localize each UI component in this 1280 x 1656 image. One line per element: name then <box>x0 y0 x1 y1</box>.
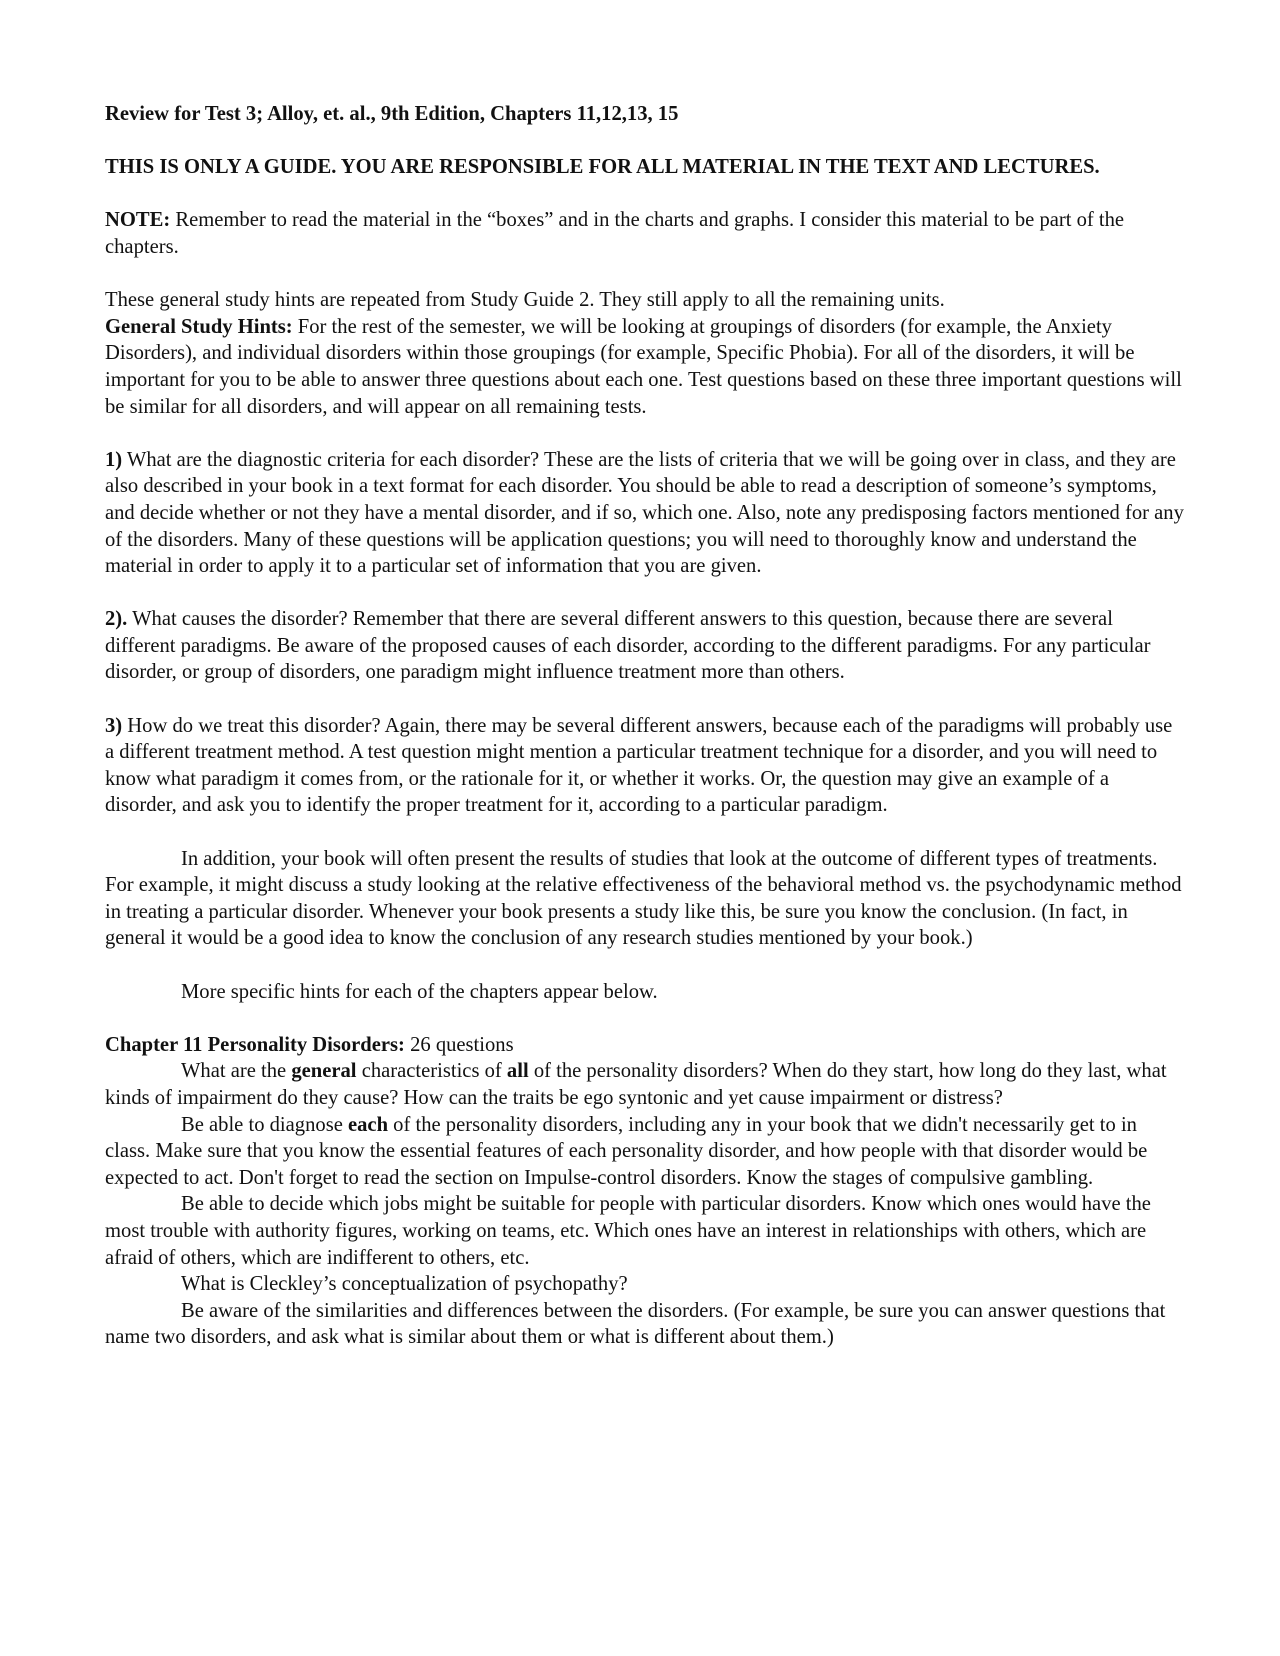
question-3 <box>105 713 1185 819</box>
general-hints-text: For the rest of the semester, we will be looking at groupings of disorders (for example, the Anxiety Disorders), and individual disorders within those groupings (for example, Specific Phobia). For all of the disorders, it will be important for you to be able to answer three questions about each one. Test questions based on these three important questions will be similar for all disorders, and will appear on all remaining tests. <box>105 315 1182 418</box>
question-3-number: 3) <box>105 714 123 737</box>
note-paragraph <box>105 207 1185 260</box>
repeat-line: These general study hints are repeated from Study Guide 2. They still apply to all the remaining units. <box>105 289 945 312</box>
note-label: NOTE: <box>105 209 171 232</box>
question-2 <box>105 606 1185 686</box>
question-1 <box>105 447 1185 580</box>
question-2-text: What causes the disorder? Remember that there are several different answers to this question, because there are several different paradigms. Be aware of the proposed causes of each disorder, according to the different paradigms. For any particular disorder, or group of disorders, one paradigm might influence treatment more than others. <box>105 608 1151 684</box>
document-page <box>105 101 1185 1351</box>
chapter-11-heading <box>105 1032 1185 1059</box>
chapter-11-paragraph-3: Be able to decide which jobs might be suitable for people with particular disorders. Know which ones would have the most trouble with authority figures, working on teams, etc. Which ones have an interest in relationships with others, which are afraid of others, which are indifferent to others, etc. <box>105 1193 1151 1269</box>
chapter-11-title: Chapter 11 Personality Disorders: <box>105 1033 405 1056</box>
question-1-text: What are the diagnostic criteria for each disorder? These are the lists of criteria that we will be going over in class, and they are also described in your book in a text format for each disorder. You should be able to read a description of someone’s symptoms, and decide whether or not they have a mental disorder, and if so, which one. Also, note any predisposing factors mentioned for any of the disorders. Many of these questions will be application questions; you will need to thoroughly know and understand the material in order to apply it to a particular set of information that you are given. <box>105 448 1184 578</box>
document-title: Review for Test 3; Alloy, et. al., 9th Edition, Chapters 11,12,13, 15 <box>105 103 679 125</box>
guide-notice: THIS IS ONLY A GUIDE. YOU ARE RESPONSIBLE FOR ALL MATERIAL IN THE TEXT AND LECTURES. <box>105 156 1100 179</box>
question-2-number: 2). <box>105 608 128 631</box>
question-3-text: How do we treat this disorder? Again, there may be several different answers, because each of the paradigms will probably use a different treatment method. A test question might mention a particular treatment technique for a disorder, and you will need to know what paradigm it comes from, or the rationale for it, or whether it works. Or, the question may give an example of a disorder, and ask you to identify the proper treatment for it, according to a particular paradigm. <box>105 714 1173 817</box>
chapter-11-paragraph-2: Be able to diagnose each of the personality disorders, including any in your book that we didn't necessarily get to in class. Make sure that you know the essential features of each personality disorder, and how people with that disorder would be expected to act. Don't forget to read the section on Impulse-control disorders. Know the stages of compulsive gambling. <box>105 1113 1148 1189</box>
chapter-11-question-count: 26 questions <box>404 1033 514 1056</box>
chapter-11-paragraph-5: Be aware of the similarities and differences between the disorders. (For example, be sure you can answer questions that name two disorders, and ask what is similar about them or what is different about them.) <box>105 1299 1166 1349</box>
note-text: Remember to read the material in the “boxes” and in the charts and graphs. I consider this material to be part of the chapters. <box>105 209 1125 258</box>
general-hints-paragraph <box>105 314 1185 420</box>
addition-paragraph: In addition, your book will often present the results of studies that look at the outcome of different types of treatments. For example, it might discuss a study looking at the relative effectiveness of the behavioral method vs. the psychodynamic method in treating a particular disorder. Whenever your book presents a study like this, be sure you know the conclusion. (In fact, in general it would be a good idea to know the conclusion of any research studies mentioned by your book.) <box>105 847 1182 950</box>
chapter-11-paragraph-1: What are the general characteristics of all of the personality disorders? When do they start, how long do they last, what kinds of impairment do they cause? How can the traits be ego syntonic and yet cause impairment or distress? <box>105 1060 1167 1109</box>
chapter-11-paragraph-4: What is Cleckley’s conceptualization of psychopathy? <box>181 1273 628 1296</box>
more-hints-paragraph: More specific hints for each of the chapters appear below. <box>181 980 658 1003</box>
question-1-number: 1) <box>105 448 123 471</box>
general-hints-label: General Study Hints: <box>105 315 293 338</box>
